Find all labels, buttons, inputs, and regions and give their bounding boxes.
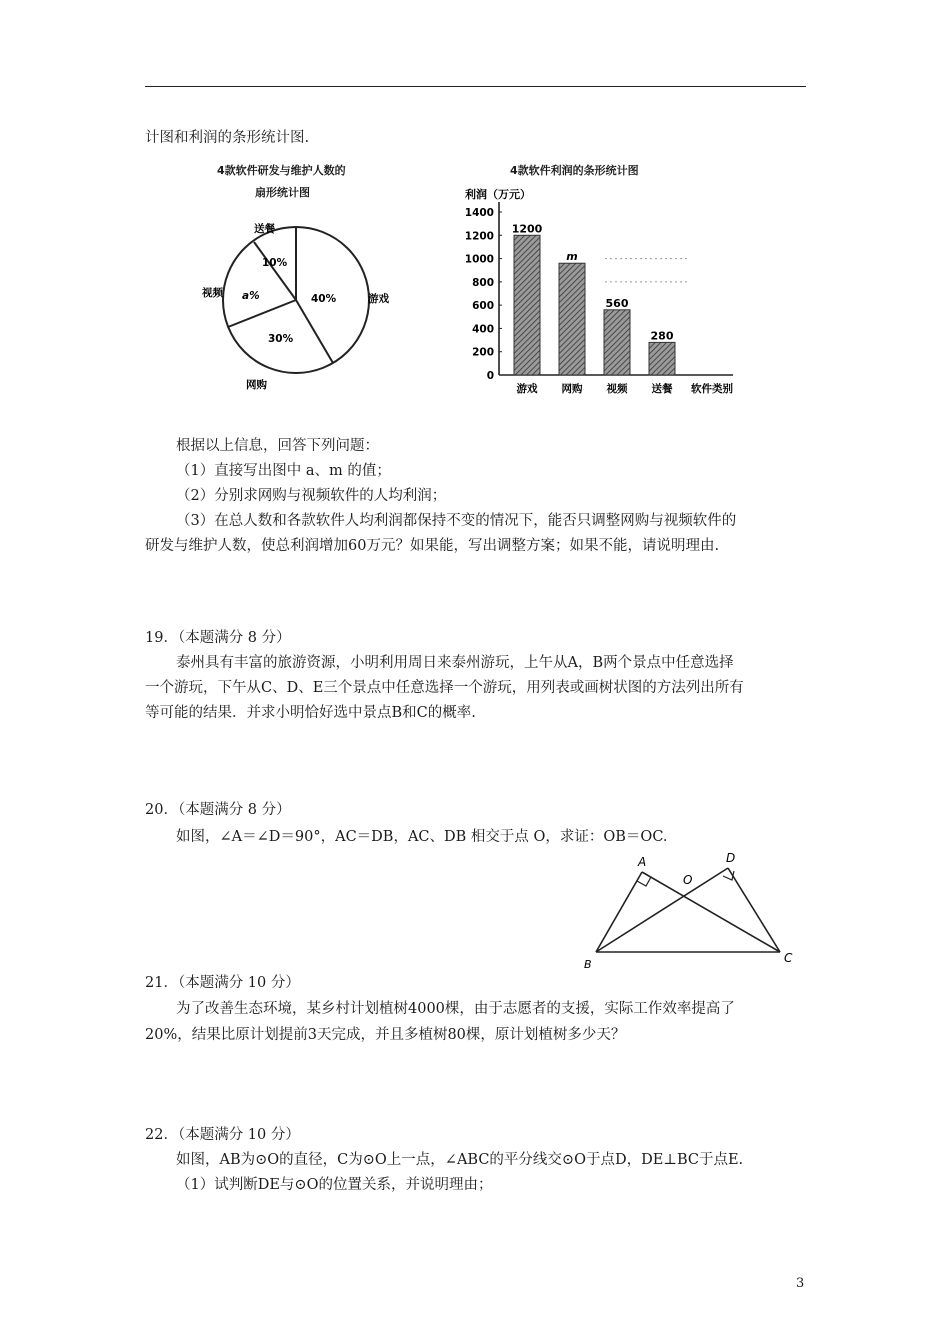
bar-ylabel: 利润（万元） (465, 188, 531, 201)
y-tick-label: 0 (486, 370, 494, 382)
point-O-label: O (683, 873, 693, 887)
q19-line3: 等可能的结果．并求小明恰好选中景点B和C的概率. (145, 705, 476, 721)
q22-heading: 22．（本题满分 10 分） (145, 1127, 300, 1143)
q18-part3-line1: （3）在总人数和各款软件人均利润都保持不变的情况下，能否只调整网购与视频软件的 (176, 513, 737, 529)
pie-label-game: 游戏 (368, 293, 389, 305)
x-category-label: 游戏 (516, 383, 538, 395)
pie-divider-left (228, 300, 296, 327)
pie-chart (190, 210, 430, 395)
bar-chart (455, 180, 775, 395)
pie-pct-shopping: 30% (268, 333, 294, 345)
q18-part1: （1）直接写出图中 a、m 的值； (176, 463, 391, 479)
pie-pct-game: 40% (311, 293, 337, 305)
point-A-label: A (638, 855, 647, 869)
bar-value-label: 560 (605, 296, 629, 310)
pie-divider-right (296, 300, 333, 363)
q19-line2: 一个游玩，下午从C、D、E三个景点中任意选择一个游玩，用列表或画树状图的方法列出所有 (145, 680, 744, 696)
q18-part3-line2: 研发与维护人数，使总利润增加60万元？如果能，写出调整方案；如果不能，请说明理由. (145, 538, 720, 554)
point-B-label: B (584, 958, 592, 971)
point-C-label: C (784, 951, 793, 965)
pie-pct-video: a% (242, 290, 260, 302)
pie-label-shopping: 网购 (246, 379, 267, 391)
intro-line: 计图和利润的条形统计图. (145, 130, 310, 146)
pie-pct-delivery: 10% (262, 257, 288, 269)
q19-heading: 19．（本题满分 8 分） (145, 630, 291, 646)
x-category-label: 送餐 (651, 383, 673, 395)
bar-value-label: 280 (650, 329, 674, 343)
y-tick-label: 1000 (464, 253, 494, 266)
pie-title-line2: 扇形统计图 (255, 186, 310, 199)
q19-line1: 泰州具有丰富的旅游资源，小明利用周日来泰州游玩，上午从A，B两个景点中任意选择 (176, 655, 734, 671)
q21-line1: 为了改善生态环境，某乡村计划植树4000棵，由于志愿者的支援，实际工作效率提高了 (176, 1001, 735, 1017)
point-D-label: D (726, 851, 736, 865)
x-category-label: 网购 (561, 383, 583, 395)
q20-line1: 如图，∠A＝∠D＝90°，AC＝DB，AC、DB 相交于点 O，求证：OB＝OC. (176, 829, 668, 845)
q22-line1: 如图，AB为⊙O的直径，C为⊙O上一点，∠ABC的平分线交⊙O于点D，DE⊥BC于点E. (176, 1152, 744, 1168)
x-category-label: 视频 (606, 383, 628, 395)
q22-line2: （1）试判断DE与⊙O的位置关系，并说明理由； (176, 1177, 493, 1193)
pie-title-line1: 4款软件研发与维护人数的 (217, 164, 346, 177)
bar-游戏 (514, 235, 540, 375)
bar-xlabel: 软件类别 (691, 383, 733, 395)
segment-AC (642, 872, 780, 952)
y-tick-label: 400 (472, 323, 494, 336)
y-tick-label: 200 (472, 346, 494, 359)
pie-divider-upper-left (254, 242, 296, 300)
y-tick-label: 600 (472, 300, 494, 313)
segment-DC (728, 868, 780, 952)
q20-triangle-figure (580, 848, 810, 973)
q21-line2: 20%，结果比原计划提前3天完成，并且多植树80棵，原计划植树多少天？ (145, 1027, 626, 1043)
pie-label-delivery: 送餐 (254, 223, 275, 235)
bar-chart-title: 4款软件利润的条形统计图 (510, 164, 639, 177)
page-number: 3 (796, 1276, 805, 1291)
bar-value-label: m (566, 250, 578, 264)
segment-BA (596, 872, 642, 952)
bar-视频 (604, 310, 630, 375)
pie-label-video: 视频 (202, 287, 223, 299)
q18-lead: 根据以上信息，回答下列问题： (176, 438, 379, 454)
bar-value-label: 1200 (511, 222, 543, 236)
bar-网购 (559, 263, 585, 375)
y-tick-label: 1400 (464, 207, 494, 219)
header-rule (145, 86, 806, 87)
y-tick-label: 1200 (464, 230, 494, 243)
bar-送餐 (649, 342, 675, 375)
q18-part2: （2）分别求网购与视频软件的人均利润； (176, 488, 447, 504)
q21-heading: 21．（本题满分 10 分） (145, 975, 300, 991)
y-tick-label: 800 (472, 276, 494, 289)
q20-heading: 20．（本题满分 8 分） (145, 802, 291, 818)
